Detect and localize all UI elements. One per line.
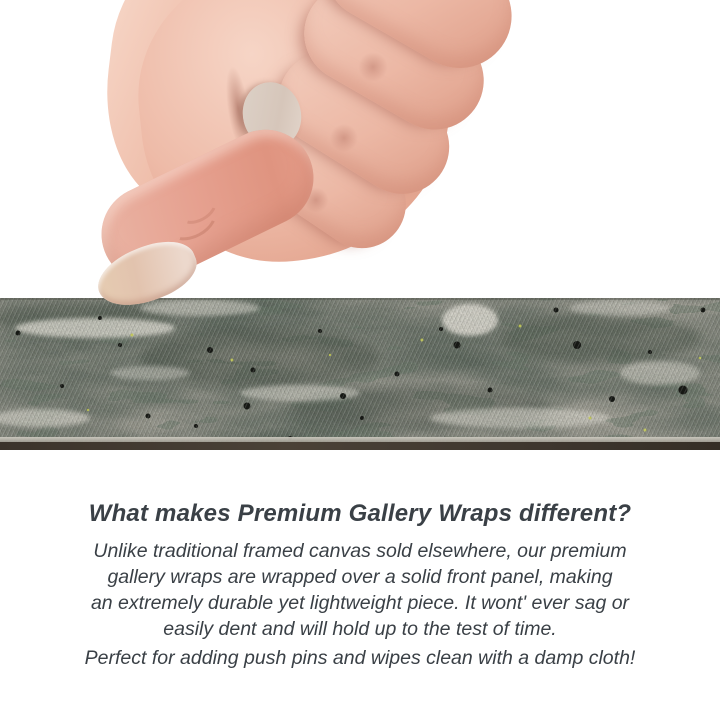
body-line-1: Unlike traditional framed canvas sold elsewhere, our premium	[93, 540, 627, 562]
headline: What makes Premium Gallery Wraps different?	[88, 500, 632, 527]
canvas-edge-strip	[0, 298, 720, 450]
body-line-3: an extremely durable yet lightweight piece. It wont' ever sag or	[90, 592, 630, 614]
hand-pressing-thumb	[0, 0, 720, 310]
body-line-4: easily dent and will hold up to the test of time.	[163, 618, 557, 640]
hand-knuckle-shadow	[352, 46, 394, 88]
body-line-5: Perfect for adding push pins and wipes clean with a damp cloth!	[84, 647, 636, 669]
canvas-bottom-edge	[0, 442, 720, 450]
hand-knuckle-shadow	[324, 118, 364, 158]
canvas-weave-overlay	[0, 298, 720, 450]
marketing-copy	[0, 497, 720, 671]
body-line-2: gallery wraps are wrapped over a solid front panel, making	[107, 566, 613, 588]
